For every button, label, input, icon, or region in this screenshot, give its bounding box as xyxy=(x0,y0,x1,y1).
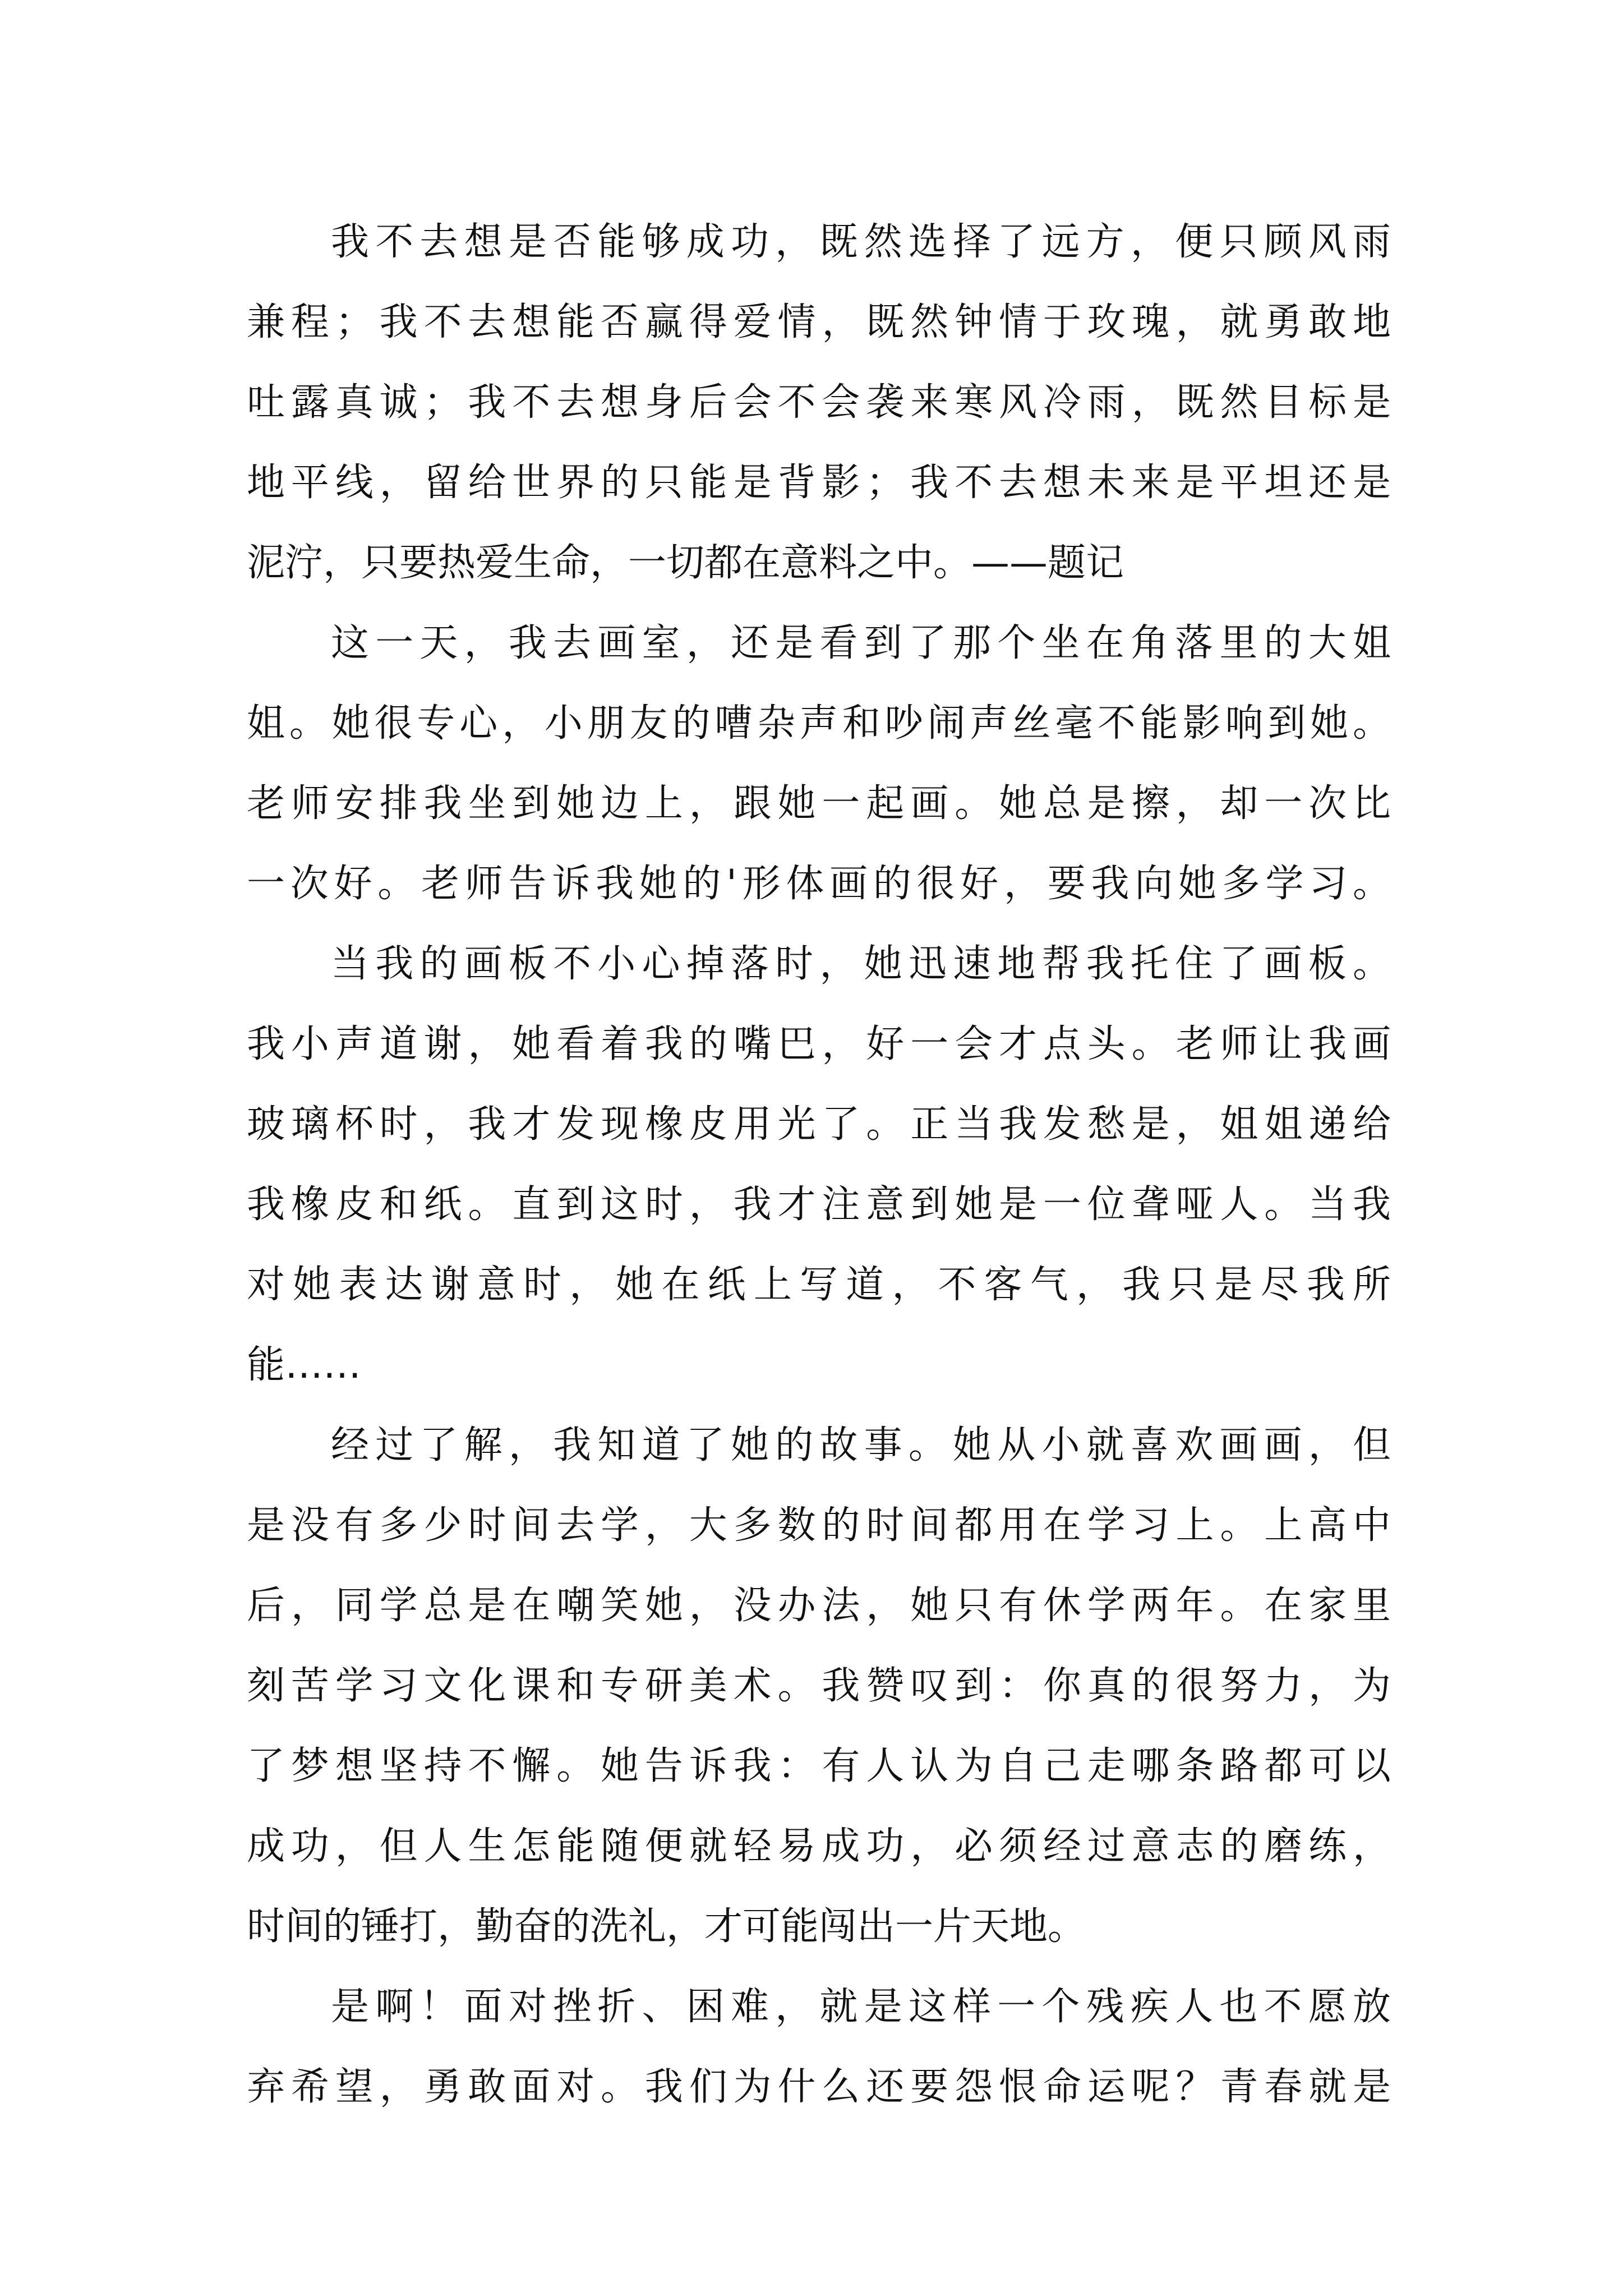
text-line: 当我的画板不小心掉落时，她迅速地帮我托住了画板。 xyxy=(331,942,1391,986)
text-line: 刻苦学习文化课和专研美术。我赞叹到：你真的很努力，为 xyxy=(247,1664,1391,1708)
text-line: 我不去想是否能够成功，既然选择了远方，便只顾风雨 xyxy=(331,220,1391,264)
text-line: 是没有多少时间去学，大多数的时间都用在学习上。上高中 xyxy=(247,1503,1391,1548)
paragraph-epigraph xyxy=(247,202,1391,603)
text-line: 一次好。老师告诉我她的'形体画的很好，要我向她多学习。 xyxy=(247,862,1391,906)
text-line: 兼程；我不去想能否赢得爱情，既然钟情于玫瑰，就勇敢地 xyxy=(247,300,1391,344)
text-line: 是啊！面对挫折、困难，就是这样一个残疾人也不愿放 xyxy=(331,1985,1391,2029)
text-line: 时间的锤打，勤奋的洗礼，才可能闯出一片天地。 xyxy=(247,1904,1086,1949)
text-line: 能…… xyxy=(247,1343,362,1387)
paragraph-5 xyxy=(247,1967,1391,2127)
text-line: 弃希望，勇敢面对。我们为什么还要怨恨命运呢？青春就是 xyxy=(247,2065,1391,2109)
text-line: 经过了解，我知道了她的故事。她从小就喜欢画画，但 xyxy=(331,1423,1391,1467)
text-line: 地平线，留给世界的只能是背影；我不去想未来是平坦还是 xyxy=(247,461,1391,505)
text-line: 姐。她很专心，小朋友的嘈杂声和吵闹声丝毫不能影响到她。 xyxy=(247,701,1391,746)
paragraph-3 xyxy=(247,924,1391,1405)
text-line: 成功，但人生怎能随便就轻易成功，必须经过意志的磨练， xyxy=(247,1824,1391,1869)
paragraph-2 xyxy=(247,603,1391,924)
text-line: 吐露真诚；我不去想身后会不会袭来寒风冷雨，既然目标是 xyxy=(247,380,1391,425)
text-line: 了梦想坚持不懈。她告诉我：有人认为自己走哪条路都可以 xyxy=(247,1744,1391,1788)
text-line: 玻璃杯时，我才发现橡皮用光了。正当我发愁是，姐姐递给 xyxy=(247,1102,1391,1147)
text-line: 我小声道谢，她看着我的嘴巴，好一会才点头。老师让我画 xyxy=(247,1022,1391,1066)
text-line: 我橡皮和纸。直到这时，我才注意到她是一位聋哑人。当我 xyxy=(247,1182,1391,1227)
text-line: 后，同学总是在嘲笑她，没办法，她只有休学两年。在家里 xyxy=(247,1584,1391,1628)
text-line: 对她表达谢意时，她在纸上写道，不客气，我只是尽我所 xyxy=(247,1263,1391,1307)
text-line: 这一天，我去画室，还是看到了那个坐在角落里的大姐 xyxy=(331,621,1391,665)
text-line: 泥泞，只要热爱生命，一切都在意料之中。——题记 xyxy=(247,541,1124,585)
text-line: 老师安排我坐到她边上，跟她一起画。她总是擦，却一次比 xyxy=(247,781,1391,826)
paragraph-4 xyxy=(247,1405,1391,1967)
document-body xyxy=(247,202,1391,2127)
